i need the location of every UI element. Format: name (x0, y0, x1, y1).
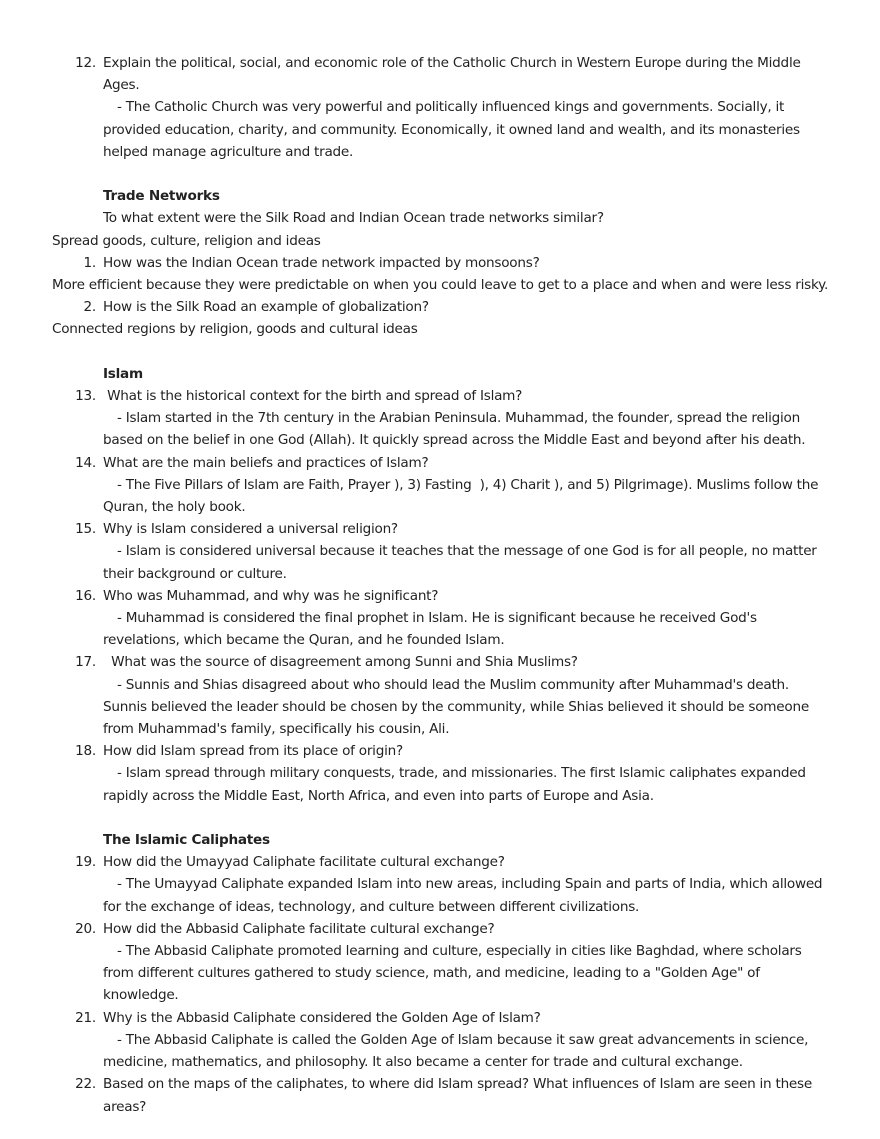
answer-20 (0, 940, 880, 1007)
answer-21 (0, 1029, 880, 1073)
answer-15 (0, 540, 880, 584)
question-number: 18. (75, 743, 96, 760)
question-text: How is the Silk Road an example of globalization? (103, 299, 429, 316)
answer-text: - Islam spread through military conquests, trade, and missionaries. The first Islamic caliphates expanded rapidly across the Middle East, North Africa, and even into parts of Europe and Asia. (103, 765, 806, 804)
trade-intro-answer: Spread goods, culture, religion and ideas (52, 232, 321, 249)
trade-answer-1: More efficient because they were predictable on when you could leave to get to a place and when and were less risky. (52, 277, 829, 294)
section-heading-islam: Islam (103, 365, 143, 382)
question-text: What are the main beliefs and practices of Islam? (103, 454, 429, 471)
document-page (0, 52, 880, 1118)
question-number: 15. (75, 521, 96, 538)
question-21 (0, 1007, 880, 1029)
question-number: 16. (75, 587, 96, 604)
answer-19 (0, 873, 880, 917)
section-heading-islamic-caliphates: The Islamic Caliphates (103, 832, 270, 849)
trade-intro-question: To what extent were the Silk Road and Indian Ocean trade networks similar? (103, 210, 604, 227)
question-text: What is the historical context for the birth and spread of Islam? (103, 388, 523, 405)
answer-text: - The Abbasid Caliphate is called the Golden Age of Islam because it saw great advancements in science, medicine, mathematics, and philosophy. It also became a center for trade and cultural exchange. (103, 1031, 809, 1071)
question-number: 19. (75, 854, 96, 871)
question-16 (0, 585, 880, 607)
question-20 (0, 918, 880, 940)
question-number: 13. (75, 388, 96, 405)
question-number: 20. (75, 920, 96, 937)
question-number: 2. (83, 299, 96, 316)
answer-text: - Islam started in the 7th century in the Arabian Peninsula. Muhammad, the founder, spread the religion based on the belief in one God (Allah). It quickly spread across the Middle East and beyond after his death. (103, 410, 806, 449)
question-number: 1. (83, 254, 96, 271)
question-text: Why is the Abbasid Caliphate considered the Golden Age of Islam? (103, 1009, 541, 1026)
question-text: What was the source of disagreement among Sunni and Shia Muslims? (103, 654, 578, 671)
answer-17 (0, 674, 880, 741)
question-18 (0, 740, 880, 762)
answer-14 (0, 474, 880, 518)
section-heading-trade-networks: Trade Networks (103, 188, 220, 205)
question-number: 21. (75, 1009, 96, 1026)
question-number: 12. (75, 55, 96, 71)
answer-text: - The Five Pillars of Islam are Faith, Prayer ), 3) Fasting ), 4) Charit ), and 5) Pilgrimage). Muslims follow the Quran, the holy book. (103, 476, 823, 516)
question-text: Who was Muhammad, and why was he significant? (103, 587, 439, 604)
question-19 (0, 851, 880, 873)
question-number: 14. (75, 454, 96, 471)
answer-12 (0, 96, 880, 163)
answer-text: - Islam is considered universal because it teaches that the message of one God is for all people, no matter their background or culture. (103, 543, 817, 582)
question-15 (0, 518, 880, 540)
trade-answer-2: Connected regions by religion, goods and cultural ideas (52, 321, 418, 338)
question-text: How did the Umayyad Caliphate facilitate cultural exchange? (103, 854, 505, 871)
question-text: Explain the political, social, and economic role of the Catholic Church in Western Europe during the Middle Ages. (103, 55, 801, 94)
answer-text: - The Catholic Church was very powerful and politically influenced kings and governments. Socially, it provided education, charity, and community. Economically, it owned land and wealth, and its monasteries helped manage agriculture and trade. (103, 99, 800, 160)
question-text: Based on the maps of the caliphates, to where did Islam spread? What influences of Islam are seen in these areas? (103, 1076, 812, 1115)
question-text: How was the Indian Ocean trade network impacted by monsoons? (103, 254, 540, 271)
trade-question-2 (0, 296, 880, 318)
question-text: How did Islam spread from its place of origin? (103, 743, 403, 760)
answer-text: - Muhammad is considered the final prophet in Islam. He is significant because he received God's revelations, which became the Quran, and he founded Islam. (103, 610, 757, 649)
answer-16 (0, 607, 880, 651)
question-text: Why is Islam considered a universal religion? (103, 521, 398, 538)
question-17 (0, 651, 880, 673)
question-number: 17. (75, 654, 96, 671)
answer-13 (0, 407, 880, 451)
answer-18 (0, 762, 880, 806)
question-14 (0, 452, 880, 474)
question-22 (0, 1073, 880, 1117)
answer-text: - Sunnis and Shias disagreed about who should lead the Muslim community after Muhammad's death. Sunnis believed the leader should be chosen by the community, while Shias believed it should be someone from Muhammad's family, specifically his cousin, Ali. (103, 676, 809, 738)
question-text: How did the Abbasid Caliphate facilitate cultural exchange? (103, 920, 495, 937)
question-13 (0, 385, 880, 407)
answer-text: - The Umayyad Caliphate expanded Islam into new areas, including Spain and parts of India, which allowed for the exchange of ideas, technology, and culture between different civilizations. (103, 876, 823, 915)
trade-question-1 (0, 252, 880, 274)
question-12 (0, 52, 880, 96)
answer-text: - The Abbasid Caliphate promoted learning and culture, especially in cities like Baghdad, where scholars from different cultures gathered to study science, math, and medicine, leading to a "Golden Age" of knowledge. (103, 943, 802, 1004)
question-number: 22. (75, 1076, 96, 1093)
